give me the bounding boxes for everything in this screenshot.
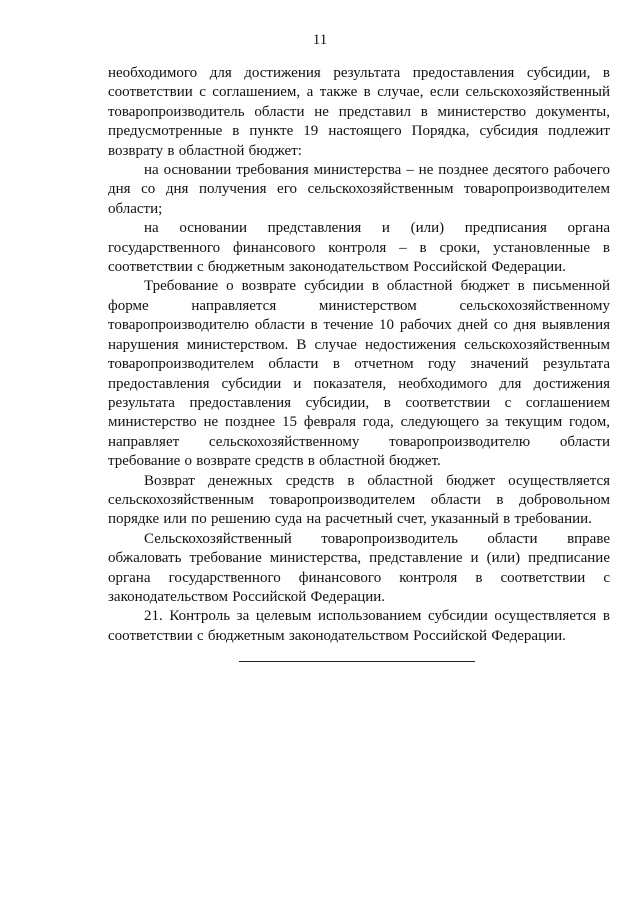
paragraph-control-body-order: на основании представления и (или) предписания органа государственного финансового контроля – в сроки, установленные в соответствии с бюджетным законодательством Российской Федерации. [108, 220, 610, 276]
paragraph-item-21-control: 21. Контроль за целевым использованием субсидии осуществляется в соответствии с бюджетным законодательством Российской Федерации. [108, 608, 610, 644]
page-number: 11 [312, 32, 328, 48]
document-body [108, 64, 610, 646]
closing-divider-line [239, 661, 475, 662]
paragraph-appeal-right: Сельскохозяйственный товаропроизводитель области вправе обжаловать требование министерства, представление и (или) предписание органа государственного финансового контроля в соответствии с законодательством Российской Федерации. [108, 530, 610, 605]
paragraph-refund-conditions: необходимого для достижения результата предоставления субсидии, в соответствии с соглашением, а также в случае, если сельскохозяйственный товаропроизводитель области не представил в министерство документы, предусмотренные в пункте 19 настоящего Порядка, субсидия подлежит возврату в областной бюджет: [108, 65, 610, 159]
paragraph-ministry-requirement: на основании требования министерства – не позднее десятого рабочего дня со дня получения его сельскохозяйственным товаропроизводителем области; [108, 162, 610, 217]
paragraph-refund-procedure: Возврат денежных средств в областной бюджет осуществляется сельскохозяйственным товаропроизводителем области в добровольном порядке или по решению суда на расчетный счет, указанный в требовании. [108, 472, 610, 528]
paragraph-written-requirement: Требование о возврате субсидии в областной бюджет в письменной форме направляется министерством сельскохозяйственному товаропроизводителю области в течение 10 рабочих дней со дня выявления нарушения министерством. В случае недостижения сельскохозяйственным товаропроизводителем области в отчетном году значений результата предоставления субсидии и показателя, необходимого для достижения результата предоставления субсидии, в соответствии с соглашением министерство не позднее 15 февраля года, следующего за текущим годом, направляет сельскохозяйственному товаропроизводителю области требование о возврате средств в областной бюджет. [108, 278, 610, 470]
